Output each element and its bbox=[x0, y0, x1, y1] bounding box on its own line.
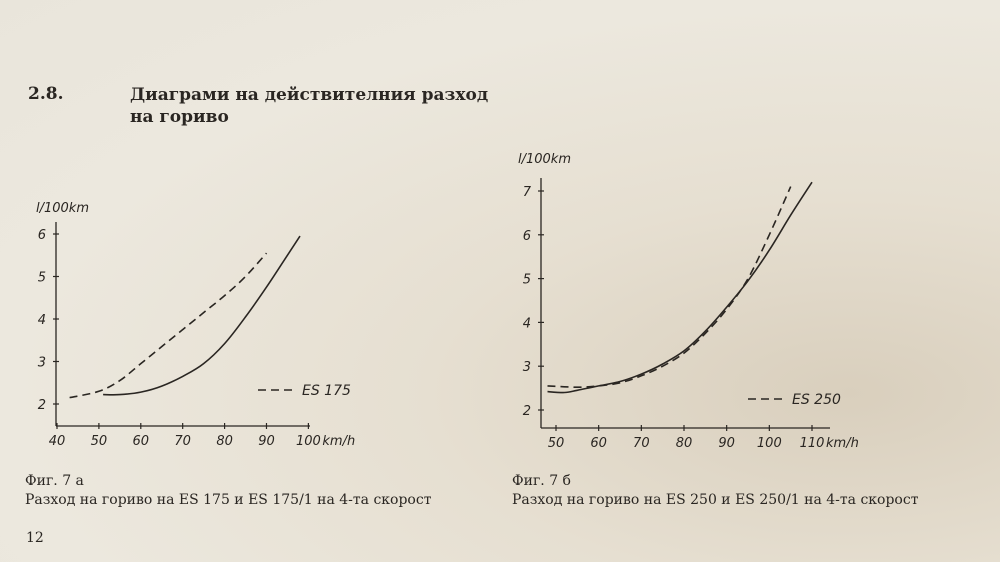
chart-7a bbox=[36, 201, 355, 449]
x-tick-label: 80 bbox=[675, 436, 693, 451]
y-axis-label: l/100km bbox=[36, 201, 89, 216]
figure-caption-7b: Разход на гориво на ES 250 и ES 250/1 на 4-та скорост bbox=[512, 492, 919, 508]
caption-figure-7b bbox=[512, 472, 918, 510]
x-tick-label: 50 bbox=[90, 434, 108, 449]
series-line-dashed bbox=[70, 253, 267, 398]
x-tick-label: 100 bbox=[756, 436, 782, 451]
y-tick-label: 6 bbox=[522, 228, 531, 244]
x-tick-label: 70 bbox=[174, 434, 191, 449]
figure-label-7a: Фиг. 7 а bbox=[25, 473, 84, 489]
y-tick-label: 6 bbox=[37, 228, 46, 243]
series-line-solid bbox=[548, 182, 813, 392]
series-line-dashed bbox=[548, 187, 791, 388]
section-number: 2.8. bbox=[28, 84, 64, 104]
figure-caption-7a: Разход на гориво на ES 175 и ES 175/1 на 4-та скорост bbox=[25, 492, 432, 508]
page-number: 12 bbox=[26, 530, 44, 546]
x-axis-unit: km/h bbox=[826, 436, 859, 451]
chart-7b bbox=[518, 152, 859, 451]
x-tick-label: 70 bbox=[633, 436, 650, 451]
x-tick-label: 50 bbox=[547, 436, 565, 451]
x-tick-label: 60 bbox=[590, 436, 607, 451]
x-tick-label: 90 bbox=[258, 434, 275, 449]
section-title: Диаграми на действителния разход на гориво bbox=[130, 85, 489, 127]
x-axis-unit: km/h bbox=[322, 434, 356, 449]
y-tick-label: 7 bbox=[522, 185, 531, 200]
y-tick-label: 2 bbox=[522, 404, 531, 419]
y-tick-label: 3 bbox=[37, 355, 46, 371]
x-tick-label: 60 bbox=[132, 434, 150, 449]
y-tick-label: 5 bbox=[37, 270, 46, 286]
legend-label: ES 250 bbox=[792, 392, 841, 408]
y-tick-label: 2 bbox=[37, 398, 46, 413]
x-tick-label: 110 bbox=[799, 436, 825, 451]
y-axis-label: l/100km bbox=[518, 152, 571, 167]
figure-label-7b: Фиг. 7 б bbox=[512, 473, 571, 489]
x-tick-label: 100 bbox=[295, 434, 321, 449]
x-tick-label: 80 bbox=[216, 434, 233, 449]
legend-label: ES 175 bbox=[302, 383, 351, 399]
x-tick-label: 90 bbox=[718, 436, 735, 451]
y-tick-label: 5 bbox=[522, 272, 531, 288]
y-tick-label: 4 bbox=[37, 313, 46, 328]
caption-figure-7a bbox=[25, 472, 431, 510]
x-tick-label: 40 bbox=[48, 434, 66, 449]
y-tick-label: 3 bbox=[522, 360, 531, 376]
y-tick-label: 4 bbox=[522, 316, 531, 332]
